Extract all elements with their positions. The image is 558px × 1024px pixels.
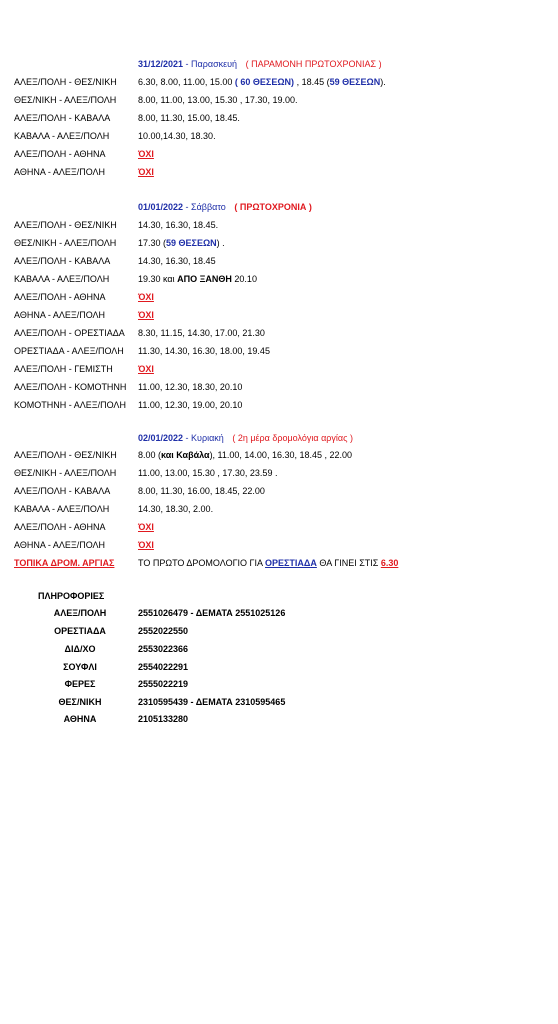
route-name: ΘΕΣ/ΝΙΚΗ - ΑΛΕΞ/ΠΟΛΗ	[14, 238, 117, 248]
info-label: ΣΟΥΦΛΙ	[63, 662, 97, 672]
header-day: - Κυριακή	[183, 433, 224, 443]
route-name: ΑΛΕΞ/ΠΟΛΗ - ΚΑΒΑΛΑ	[14, 113, 111, 123]
route-times: 8.30, 11.15, 14.30, 17.00, 21.30	[138, 328, 265, 338]
route-name: ΟΡΕΣΤΙΑΔΑ - ΑΛΕΞ/ΠΟΛΗ	[14, 346, 124, 356]
info-title: ΠΛΗΡΟΦΟΡΙΕΣ	[38, 591, 105, 601]
header-note: ( ΠΑΡΑΜΟΝΗ ΠΡΩΤΟΧΡΟΝΙΑΣ )	[245, 59, 382, 69]
header-date: 02/01/2022	[138, 433, 184, 443]
phone-number: 2554022291	[138, 662, 189, 672]
info-label: ΘΕΣ/ΝΙΚΗ	[58, 697, 102, 707]
route-times: 11.30, 14.30, 16.30, 18.00, 19.45	[138, 346, 270, 356]
header-note: ( 2η μέρα δρομολόγια αργίας )	[232, 433, 353, 443]
route-times: 8.00 (και Καβάλα), 11.00, 14.00, 16.30, 18.45 , 22.00	[138, 450, 353, 460]
no-service-label: ΌΧΙ	[138, 167, 154, 177]
phone-number: 2105133280	[138, 714, 189, 724]
route-name: ΚΟΜΟΤΗΝΗ - ΑΛΕΞ/ΠΟΛΗ	[14, 400, 126, 410]
route-times: 8.00, 11.30, 15.00, 18.45.	[138, 113, 240, 123]
info-label: ΔΙΔ/ΧΟ	[64, 644, 96, 654]
route-name: ΚΑΒΑΛΑ - ΑΛΕΞ/ΠΟΛΗ	[14, 131, 110, 141]
local-holiday-note: ΤΟ ΠΡΩΤΟ ΔΡΟΜΟΛΟΓΙΟ ΓΙΑ ΟΡΕΣΤΙΑΔΑ ΘΑ ΓΙΝΕΙ ΣΤΙΣ 6.30	[138, 558, 399, 568]
phone-number: 2552022550	[138, 626, 189, 636]
phone-number: 2555022219	[138, 679, 189, 689]
route-times: 11.00, 12.30, 18.30, 20.10	[138, 382, 243, 392]
route-times: 11.00, 12.30, 19.00, 20.10	[138, 400, 243, 410]
no-service-label: ΌΧΙ	[138, 364, 154, 374]
route-times: 14.30, 18.30, 2.00.	[138, 504, 214, 514]
route-times: 11.00, 13.00, 15.30 , 17.30, 23.59 .	[138, 468, 278, 478]
route-name: ΚΑΒΑΛΑ - ΑΛΕΞ/ΠΟΛΗ	[14, 274, 110, 284]
route-times: 10.00,14.30, 18.30.	[138, 131, 216, 141]
section-header-01-01	[138, 201, 312, 213]
route-name: ΑΛΕΞ/ΠΟΛΗ - ΚΑΒΑΛΑ	[14, 256, 111, 266]
route-times: 14.30, 16.30, 18.45.	[138, 220, 219, 230]
section-header-31-12	[138, 58, 382, 70]
route-name: ΑΛΕΞ/ΠΟΛΗ - ΑΘΗΝΑ	[14, 292, 106, 302]
route-name: ΑΘΗΝΑ - ΑΛΕΞ/ΠΟΛΗ	[14, 540, 106, 550]
route-times: 8.00, 11.00, 13.00, 15.30 , 17.30, 19.00.	[138, 95, 298, 105]
info-label: ΟΡΕΣΤΙΑΔΑ	[54, 626, 106, 636]
no-service-label: ΌΧΙ	[138, 292, 154, 302]
header-day: - Σάββατο	[183, 202, 226, 212]
header-date: 01/01/2022	[138, 202, 184, 212]
no-service-label: ΌΧΙ	[138, 310, 154, 320]
local-holiday-label: ΤΟΠΙΚΑ ΔΡΟΜ. ΑΡΓΙΑΣ	[14, 558, 115, 568]
info-label: ΑΘΗΝΑ	[63, 714, 97, 724]
header-note: ( ΠΡΩΤΟΧΡΟΝΙΑ )	[234, 202, 312, 212]
phone-number: 2310595439 - ΔΕΜΑΤΑ 2310595465	[138, 697, 286, 707]
info-label: ΦΕΡΕΣ	[64, 679, 96, 689]
header-day: - Παρασκευή	[183, 59, 238, 69]
header-date: 31/12/2021	[138, 59, 184, 69]
route-name: ΑΛΕΞ/ΠΟΛΗ - ΚΑΒΑΛΑ	[14, 486, 111, 496]
route-name: ΑΘΗΝΑ - ΑΛΕΞ/ΠΟΛΗ	[14, 167, 106, 177]
route-times: 6.30, 8.00, 11.00, 15.00 ( 60 ΘΕΣΕΩΝ) , 18.45 (59 ΘΕΣΕΩΝ).	[138, 77, 386, 87]
route-times: 8.00, 11.30, 16.00, 18.45, 22.00	[138, 486, 265, 496]
section-header-02-01	[138, 432, 353, 444]
route-name: ΘΕΣ/ΝΙΚΗ - ΑΛΕΞ/ΠΟΛΗ	[14, 95, 117, 105]
route-name: ΑΛΕΞ/ΠΟΛΗ - ΘΕΣ/ΝΙΚΗ	[14, 450, 117, 460]
route-name: ΑΛΕΞ/ΠΟΛΗ - ΟΡΕΣΤΙΑΔΑ	[14, 328, 125, 338]
route-name: ΑΛΕΞ/ΠΟΛΗ - ΓΕΜΙΣΤΗ	[14, 364, 113, 374]
route-name: ΑΛΕΞ/ΠΟΛΗ - ΘΕΣ/ΝΙΚΗ	[14, 77, 117, 87]
route-name: ΑΘΗΝΑ - ΑΛΕΞ/ΠΟΛΗ	[14, 310, 106, 320]
route-name: ΚΑΒΑΛΑ - ΑΛΕΞ/ΠΟΛΗ	[14, 504, 110, 514]
info-label: ΑΛΕΞ/ΠΟΛΗ	[53, 608, 107, 618]
route-name: ΘΕΣ/ΝΙΚΗ - ΑΛΕΞ/ΠΟΛΗ	[14, 468, 117, 478]
route-name: ΑΛΕΞ/ΠΟΛΗ - ΑΘΗΝΑ	[14, 522, 106, 532]
phone-number: 2551026479 - ΔΕΜΑΤΑ 2551025126	[138, 608, 286, 618]
route-times: 17.30 (59 ΘΕΣΕΩΝ) .	[138, 238, 225, 248]
no-service-label: ΌΧΙ	[138, 540, 154, 550]
phone-number: 2553022366	[138, 644, 189, 654]
route-name: ΑΛΕΞ/ΠΟΛΗ - ΑΘΗΝΑ	[14, 149, 106, 159]
no-service-label: ΌΧΙ	[138, 149, 154, 159]
route-name: ΑΛΕΞ/ΠΟΛΗ - ΘΕΣ/ΝΙΚΗ	[14, 220, 117, 230]
route-times: 19.30 και ΑΠΟ ΞΑΝΘΗ 20.10	[138, 274, 257, 284]
route-name: ΑΛΕΞ/ΠΟΛΗ - ΚΟΜΟΤΗΝΗ	[14, 382, 127, 392]
route-times: 14.30, 16.30, 18.45	[138, 256, 216, 266]
no-service-label: ΌΧΙ	[138, 522, 154, 532]
